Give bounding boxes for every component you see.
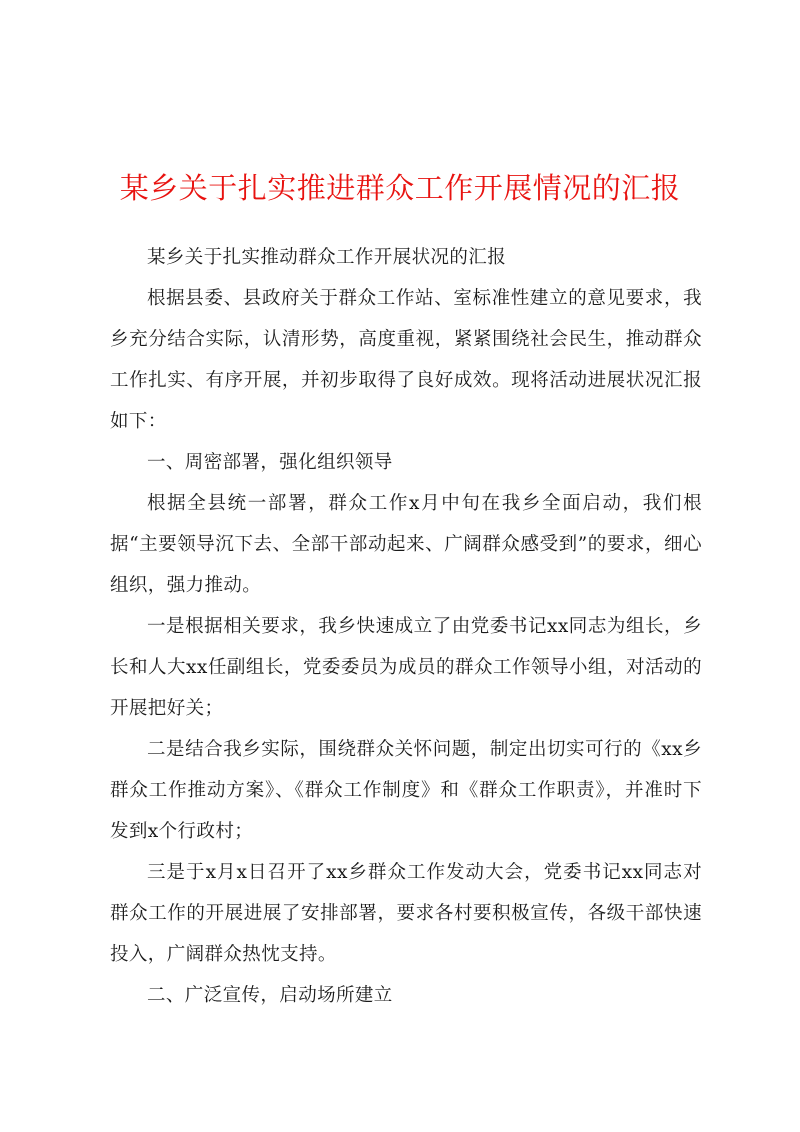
document-body [110,237,702,1016]
subtitle-paragraph: 某乡关于扎实推动群众工作开展状况的汇报 [147,247,507,268]
body-paragraph: 根据全县统一部署，群众工作x月中旬在我乡全面启动，我们根据“主要领导沉下去、全部干部动起来、广阔群众感受到”的要求，细心组织，强力推动。 [110,493,702,596]
body-paragraph: 三是于x月x日召开了xx乡群众工作发动大会，党委书记xx同志对群众工作的开展进展了安排部署，要求各村要积极宣传，各级干部快速投入，广阔群众热忱支持。 [110,862,702,965]
body-paragraph: 一是根据相关要求，我乡快速成立了由党委书记xx同志为组长，乡长和人大xx任副组长，党委委员为成员的群众工作领导小组，对活动的开展把好关； [110,616,702,719]
section-heading-2: 二、广泛宣传，启动场所建立 [147,985,393,1006]
document-title: 某乡关于扎实推进群众工作开展情况的汇报 [119,171,681,205]
intro-paragraph: 根据县委、县政府关于群众工作站、室标准性建立的意见要求，我乡充分结合实际，认清形势，高度重视，紧紧围绕社会民生，推动群众工作扎实、有序开展，并初步取得了良好成效。现将活动进展状况汇报如下： [110,288,702,432]
body-paragraph: 二是结合我乡实际，围绕群众关怀问题，制定出切实可行的《xx乡群众工作推动方案》、《群众工作制度》和《群众工作职责》，并准时下发到x个行政村； [110,739,702,842]
section-heading-1: 一、周密部署，强化组织领导 [147,452,393,473]
